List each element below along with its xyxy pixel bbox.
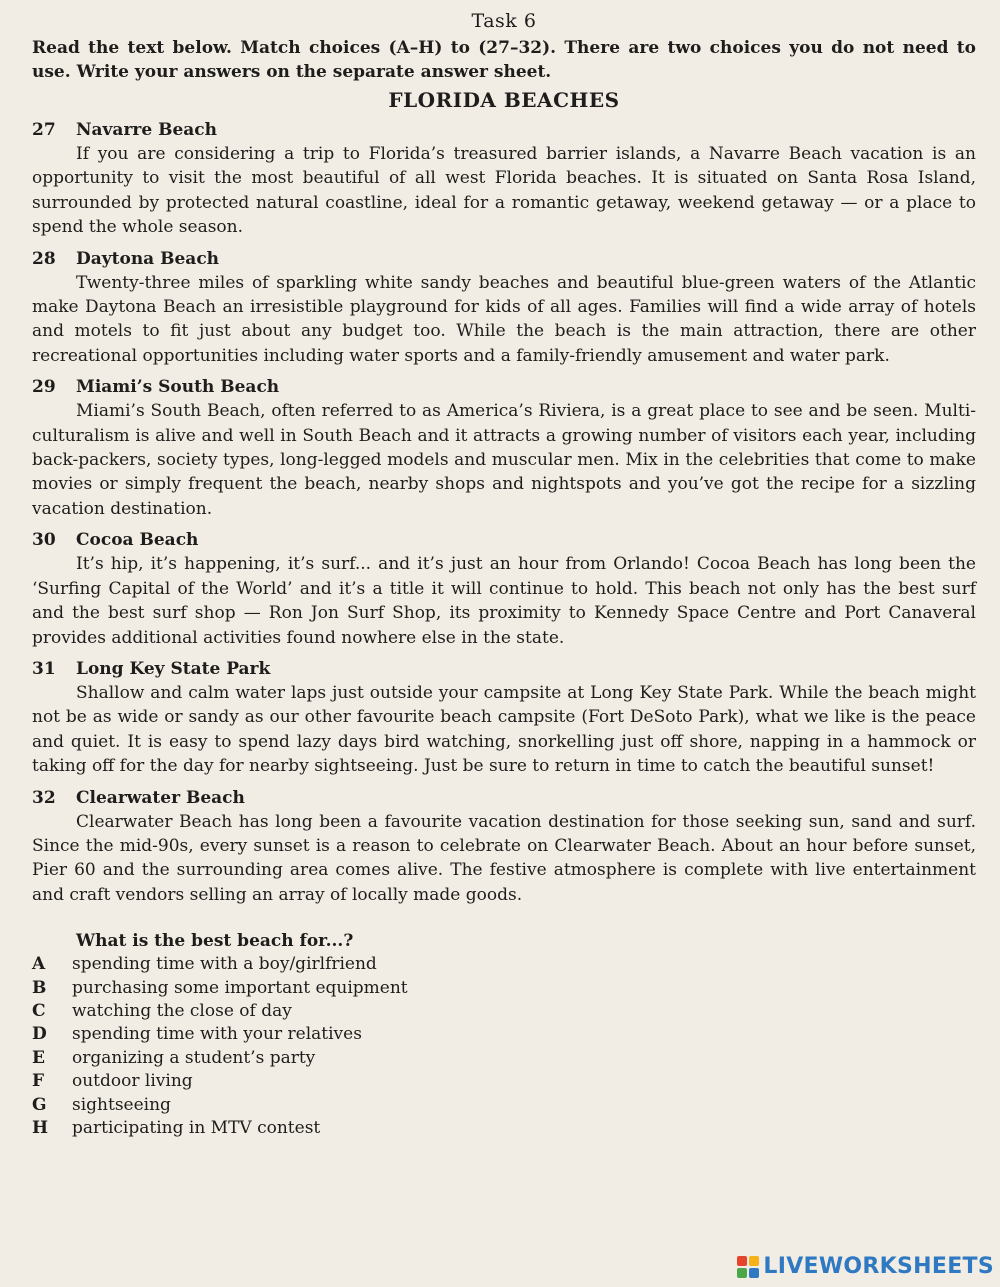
section-heading: [32, 528, 976, 552]
logo-tile: [737, 1256, 747, 1266]
section-number: 32: [32, 787, 56, 808]
section-heading: [32, 375, 976, 399]
section-heading: [32, 657, 976, 681]
section-text: Shallow and calm water laps just outside your campsite at Long Key State Park. While the beach might not be as wide or sandy as our other favourite beach campsite (Fort DeSoto Park), what we like is the peace and quiet. It is easy to spend lazy days bird watching, snorkelling just off shore, napping in a hammock or taking off for the day for nearby sightseeing. Just be sure to return in time to catch the beautiful sunset!: [32, 682, 976, 777]
beach-section: [32, 657, 976, 779]
option-a: [32, 953, 976, 976]
liveworksheets-logo: [737, 1254, 994, 1279]
option-letter: D: [32, 1024, 47, 1045]
section-title: Daytona Beach: [76, 248, 220, 269]
option-letter: G: [32, 1094, 47, 1115]
option-text: spending time with your relatives: [72, 1024, 362, 1045]
option-letter: A: [32, 954, 46, 975]
option-text: organizing a student’s party: [72, 1047, 316, 1068]
beach-section: [32, 786, 976, 908]
beach-section: [32, 118, 976, 240]
section-heading: [32, 786, 976, 810]
option-d: [32, 1023, 976, 1046]
section-title: Navarre Beach: [76, 120, 218, 140]
logo-text: LIVEWORKSHEETS: [763, 1254, 994, 1279]
option-text: participating in MTV contest: [72, 1118, 321, 1138]
option-text: sightseeing: [72, 1094, 171, 1115]
option-letter: B: [32, 977, 47, 998]
section-heading: [32, 247, 976, 271]
section-title: Miami’s South Beach: [76, 377, 280, 398]
answer-options: [32, 953, 976, 1140]
option-text: purchasing some important equipment: [72, 977, 408, 998]
beach-sections: [32, 118, 976, 907]
section-text: Clearwater Beach has long been a favourite vacation destination for those seeking sun, sand and surf. Since the mid-90s, every sunset is a reason to celebrate on Clearwater Beach. About an hour before sunset, Pier 60 and the surrounding area comes alive. The festive atmosphere is complete with live entertainment and craft vendors selling an array of locally made goods.: [32, 811, 976, 905]
option-letter: F: [32, 1071, 45, 1092]
option-g: [32, 1094, 976, 1117]
section-title: Clearwater Beach: [76, 787, 245, 808]
task-title: Task 6: [471, 10, 537, 32]
option-e: [32, 1047, 976, 1070]
beach-section: [32, 247, 976, 369]
instructions: Read the text below. Match choices (A–H) to (27–32). There are two choices you do not need to use. Write your answers on the separate answer sheet.: [32, 38, 976, 82]
liveworksheets-logo-icon: [737, 1256, 759, 1278]
section-text: Miami’s South Beach, often referred to as America’s Riviera, is a great place to see and be seen. Multi-culturalism is alive and well in South Beach and it attracts a growing number of visitors each year, including back-packers, society types, long-legged models and muscular men. Mix in the celebrities that come to make movies or simply frequent the beach, nearby shops and nightspots and you’ve got the recipe for a sizzling vacation destination.: [32, 401, 976, 519]
question: What is the best beach for...?: [76, 931, 354, 952]
option-letter: C: [32, 1000, 46, 1021]
section-title: Cocoa Beach: [76, 530, 199, 551]
section-number: 28: [32, 248, 56, 269]
beach-section: [32, 375, 976, 521]
main-title: FLORIDA BEACHES: [388, 88, 620, 112]
option-letter: H: [32, 1118, 49, 1138]
section-title: Long Key State Park: [76, 658, 271, 679]
section-number: 30: [32, 530, 56, 551]
logo-tile: [749, 1256, 759, 1266]
beach-section: [32, 528, 976, 650]
section-heading: [32, 118, 976, 142]
option-b: [32, 977, 976, 1000]
option-text: spending time with a boy/girlfriend: [72, 954, 377, 975]
option-text: outdoor living: [72, 1071, 193, 1092]
section-text: If you are considering a trip to Florida’s treasured barrier islands, a Navarre Beach vacation is an opportunity to visit the most beautiful of all west Florida beaches. It is situated on Santa Rosa Island, surrounded by protected natural coastline, ideal for a romantic getaway, weekend getaway — or a place to spend the whole season.: [32, 144, 976, 238]
section-number: 29: [32, 377, 56, 398]
option-f: [32, 1070, 976, 1093]
logo-tile: [749, 1268, 759, 1278]
option-letter: E: [32, 1047, 45, 1068]
logo-tile: [737, 1268, 747, 1278]
section-number: 27: [32, 120, 56, 140]
section-text: Twenty-three miles of sparkling white sandy beaches and beautiful blue-green waters of the Atlantic make Daytona Beach an irresistible playground for kids of all ages. Families will find a wide array of hotels and motels to fit just about any budget too. While the beach is the main attraction, there are other recreational opportunities including water sports and a family-friendly amusement and water park.: [32, 272, 976, 366]
section-number: 31: [32, 658, 56, 679]
option-text: watching the close of day: [72, 1000, 292, 1021]
option-h: [32, 1117, 976, 1140]
section-text: It’s hip, it’s happening, it’s surf... and it’s just an hour from Orlando! Cocoa Beach has long been the ‘Surfing Capital of the World’ and it’s a title it will continue to hold. This beach not only has the best surf and the best surf shop — Ron Jon Surf Shop, its proximity to Kennedy Space Centre and Port Canaveral provides additional activities found nowhere else in the state.: [32, 554, 976, 648]
option-c: [32, 1000, 976, 1023]
